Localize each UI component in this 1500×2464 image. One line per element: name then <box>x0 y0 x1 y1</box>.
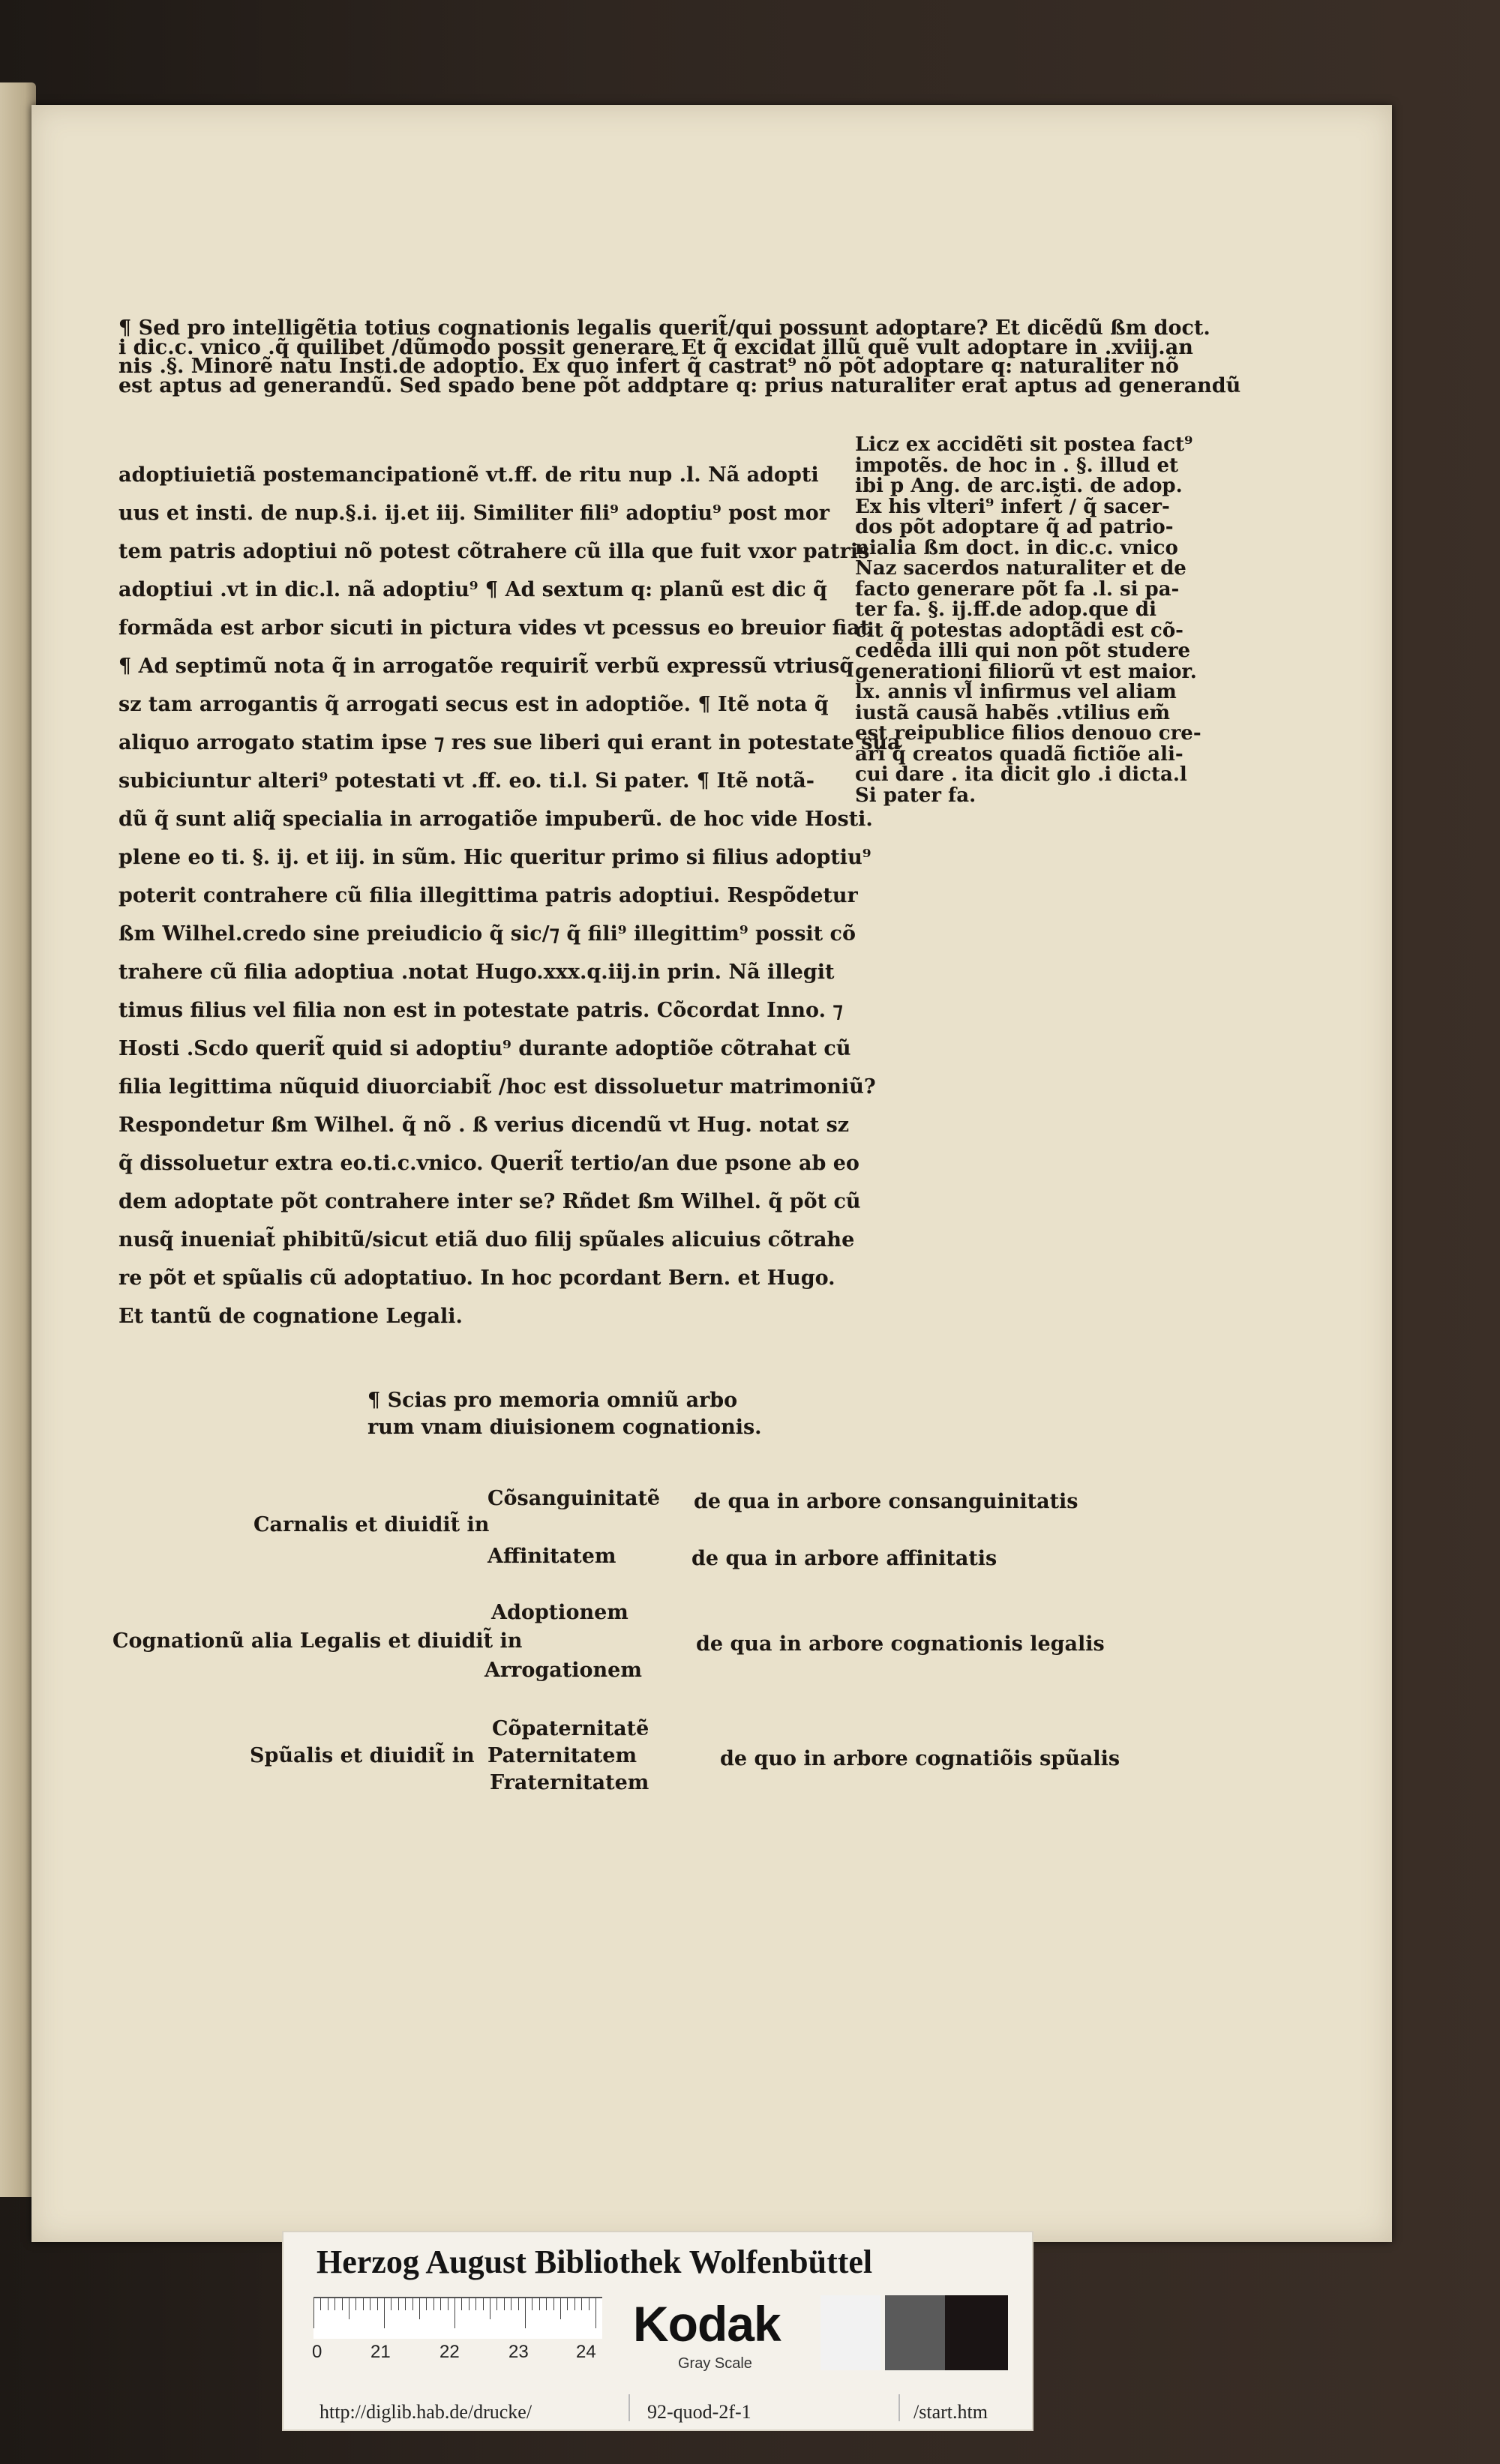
right-column-text <box>855 435 1202 806</box>
previous-page-edge <box>0 82 36 2197</box>
text-line: Respondetur ßm Wilhel. q̃ nõ . ß verius dicendũ vt Hug. notat sz <box>118 1114 850 1137</box>
text-line: Licz ex accidẽti sit postea fact⁹ <box>855 433 1193 456</box>
text-line: dos põt adoptare q̃ ad patrio- <box>855 516 1174 538</box>
top-paragraph <box>118 316 1241 397</box>
text-line: filia legittima nũquid diuorciabit̃ /hoc est dissoluetur matrimoniũ? <box>118 1075 876 1099</box>
tree-compaternitatem: Cõpaternitatẽ <box>492 1717 650 1740</box>
text-line: ari q̃ creatos quadã fictiõe ali- <box>855 742 1184 766</box>
ruler-tick <box>560 2298 561 2319</box>
gray-scale-label: Gray Scale <box>678 2355 752 2372</box>
ruler-tick <box>574 2298 575 2310</box>
text-line: re põt et spũalis cũ adoptatiuo. In hoc pcordant Bern. et Hugo. <box>118 1266 836 1290</box>
text-line: Si pater fa. <box>855 784 976 807</box>
tree-consanguinitatem-note: de qua in arbore consanguinitatis <box>694 1490 1078 1513</box>
text-line: plene eo ti. §. ij. et iij. in sũm. Hic queritur primo si filius adoptiu⁹ <box>118 846 872 869</box>
ruler-tick <box>546 2298 547 2310</box>
text-line: sz tam arrogantis q̃ arrogati secus est in adoptiõe. ¶ Itẽ nota q̃ <box>118 693 829 716</box>
memo-note <box>368 1387 762 1441</box>
gray-scale-swatches <box>820 2295 1008 2370</box>
text-line: nusq̃ inueniat̃ phibitũ/sicut etiã duo filij spũales alicuius cõtrahe <box>118 1228 855 1251</box>
ruler-tick <box>504 2298 505 2310</box>
ruler-number: 22 <box>440 2342 460 2362</box>
text-line: ibi p Ang. de arc.isti. de adop. <box>855 475 1183 497</box>
text-line: timus filius vel filia non est in potestate patris. Cõcordat Inno. ⁊ <box>118 999 843 1022</box>
text-line: impotẽs. de hoc in . §. illud et <box>855 454 1179 477</box>
tree-cognationum: Cognationũ alia Legalis et diuidit̃ in <box>112 1629 523 1653</box>
ruler-tick <box>419 2298 420 2319</box>
ruler-tick <box>412 2298 413 2310</box>
label-separator <box>628 2394 630 2421</box>
text-line: ¶ Scias pro memoria omniũ arbo <box>368 1389 738 1412</box>
swatch-gray <box>885 2295 945 2370</box>
text-line: facto generare põt fa .l. si pa- <box>855 577 1180 601</box>
text-line: adoptiui .vt in dic.l. nã adoptiu⁹ ¶ Ad sextum q: planũ est dic q̃ <box>118 578 827 601</box>
measurement-ruler <box>314 2297 602 2339</box>
tree-spiritualis: Spũalis et diuidit̃ in <box>250 1744 475 1767</box>
ruler-tick <box>518 2298 519 2310</box>
text-line: est aptus ad generandũ. Sed spado bene põt addptare q: prius naturaliter erat aptus ad generandũ <box>118 373 1241 397</box>
ruler-tick <box>342 2298 343 2310</box>
text-line: dem adoptate põt contrahere inter se? Rñdet ßm Wilhel. q̃ põt cũ <box>118 1190 861 1213</box>
tree-carnalis: Carnalis et diuidit̃ in <box>254 1513 490 1536</box>
ruler-tick <box>496 2298 497 2310</box>
text-line: adoptiuietiã postemancipationẽ vt.ff. de ritu nup .l. Nã adopti <box>118 463 819 487</box>
ruler-tick <box>426 2298 427 2310</box>
ruler-tick <box>405 2298 406 2310</box>
left-column-text <box>118 456 901 1335</box>
text-line: cui dare . ita dicit glo .i dicta.l <box>855 763 1187 786</box>
text-line: Ex his vlteri⁹ infert̃ / q̃ sacer- <box>855 495 1170 518</box>
text-line: ßm Wilhel.credo sine preiudicio q̃ sic/⁊ q̃ fili⁹ illegittim⁹ possit cõ <box>118 922 856 946</box>
text-line: lx. annis vl̃ infirmus vel aliam <box>855 681 1177 703</box>
tree-affinitatem: Affinitatem <box>488 1545 616 1568</box>
text-line: generationi filiorũ vt est maior. <box>855 660 1197 683</box>
swatch-white <box>820 2295 880 2370</box>
start-page-suffix: /start.htm <box>914 2401 988 2423</box>
ruler-tick <box>398 2298 399 2310</box>
library-url: http://diglib.hab.de/drucke/ <box>320 2401 532 2423</box>
text-line: subiciuntur alteri⁹ potestati vt .ff. eo. ti.l. Si pater. ¶ Itẽ notã- <box>118 769 815 793</box>
text-line: Hosti .Scdo querit̃ quid si adoptiu⁹ durante adoptiõe cõtrahat cũ <box>118 1037 851 1060</box>
ruler-number: 0 <box>312 2342 322 2362</box>
text-line: aliquo arrogato statim ipse ⁊ res sue liberi qui erant in potestate sua <box>118 731 901 754</box>
text-line: est reipublice filios denouo cre- <box>855 722 1202 745</box>
ruler-tick <box>511 2298 512 2310</box>
tree-arrogationem: Arrogationem <box>484 1659 642 1682</box>
ruler-tick <box>363 2298 364 2310</box>
ruler-tick <box>483 2298 484 2310</box>
tree-adoptionem: Adoptionem <box>491 1601 628 1624</box>
text-line: i dic.c. vnico .q̃ quilibet /dũmodo possit generare Et q̃ excidat illũ quẽ vult adoptare in .xviij.an <box>118 335 1193 359</box>
text-line: ¶ Sed pro intelligẽtia totius cognationis legalis querit̃/qui possunt adoptare? Et dicẽdũ ßm doct. <box>118 316 1210 340</box>
text-line: rum vnam diuisionem cognationis. <box>368 1416 762 1439</box>
ruler-tick <box>334 2298 335 2310</box>
ruler-tick <box>525 2298 526 2328</box>
text-line: formãda est arbor sicuti in pictura vides vt pcessus eo breuior fiat <box>118 616 870 640</box>
tree-spiritualis-note: de quo in arbore cognatiõis spũalis <box>720 1747 1120 1770</box>
text-line: poterit contrahere cũ filia illegittima patris adoptiui. Respõdetur <box>118 884 858 907</box>
text-line: Et tantũ de cognatione Legali. <box>118 1305 463 1328</box>
library-name: Herzog August Bibliothek Wolfenbüttel <box>316 2244 873 2280</box>
text-line: nis .§. Minorẽ natu Insti.de adoptio. Ex quo infert̃ q̃ castrat⁹ nõ põt adoptare q: naturaliter nõ <box>118 355 1179 378</box>
library-scan-label <box>282 2231 1034 2431</box>
text-line: q̃ dissoluetur extra eo.ti.c.vnico. Querit̃ tertio/an due psone ab eo <box>118 1152 860 1175</box>
ruler-tick <box>454 2298 455 2328</box>
document-code: 92-quod-2f-1 <box>647 2401 752 2423</box>
text-line: Naz sacerdos naturaliter et de <box>855 557 1186 580</box>
ruler-tick <box>349 2298 350 2319</box>
ruler-number: 23 <box>508 2342 529 2362</box>
text-line: trahere cũ filia adoptiua .notat Hugo.xxx.q.iij.in prin. Nã illegit <box>118 961 835 984</box>
tree-fraternitatem: Fraternitatem <box>490 1771 650 1794</box>
ruler-tick <box>469 2298 470 2310</box>
kodak-logo: Kodak <box>633 2296 781 2352</box>
ruler-tick <box>377 2298 378 2310</box>
label-separator <box>898 2394 900 2421</box>
text-line: iustã causã habẽs .vtilius em̃ <box>855 701 1171 724</box>
ruler-tick <box>539 2298 540 2310</box>
text-line: cedẽda illi qui non põt studere <box>855 640 1191 662</box>
text-line: tem patris adoptiui nõ potest cõtrahere cũ illa que fuit vxor patris <box>118 540 870 563</box>
ruler-tick <box>320 2298 321 2310</box>
ruler-tick <box>391 2298 392 2310</box>
ruler-number: 21 <box>370 2342 391 2362</box>
ruler-tick <box>384 2298 385 2328</box>
tree-paternitatem: Paternitatem <box>488 1744 638 1767</box>
text-line: cit q̃ potestas adoptãdi est cõ- <box>855 619 1184 642</box>
text-line: uus et insti. de nup.§.i. ij.et iij. Similiter fili⁹ adoptiu⁹ post mor <box>118 502 830 525</box>
ruler-tick <box>440 2298 441 2310</box>
ruler-tick <box>567 2298 568 2310</box>
tree-affinitatem-note: de qua in arbore affinitatis <box>692 1547 998 1570</box>
ruler-tick <box>581 2298 582 2310</box>
text-line: dũ q̃ sunt aliq̃ specialia in arrogatiõe impuberũ. de hoc vide Hosti. <box>118 808 873 831</box>
ruler-number: 24 <box>576 2342 596 2362</box>
ruler-tick <box>589 2298 590 2310</box>
text-line: ¶ Ad septimũ nota q̃ in arrogatõe requirit̃ verbũ expressũ vtriusq̃ <box>118 655 854 678</box>
swatch-black <box>945 2295 1008 2370</box>
ruler-tick <box>461 2298 462 2310</box>
tree-consanguinitatem: Cõsanguinitatẽ <box>488 1487 661 1510</box>
tree-legalis-note: de qua in arbore cognationis legalis <box>696 1632 1105 1656</box>
text-line: nialia ßm doct. in dic.c. vnico <box>855 536 1178 559</box>
text-line: ter fa. §. ij.ff.de adop.que di <box>855 598 1156 621</box>
